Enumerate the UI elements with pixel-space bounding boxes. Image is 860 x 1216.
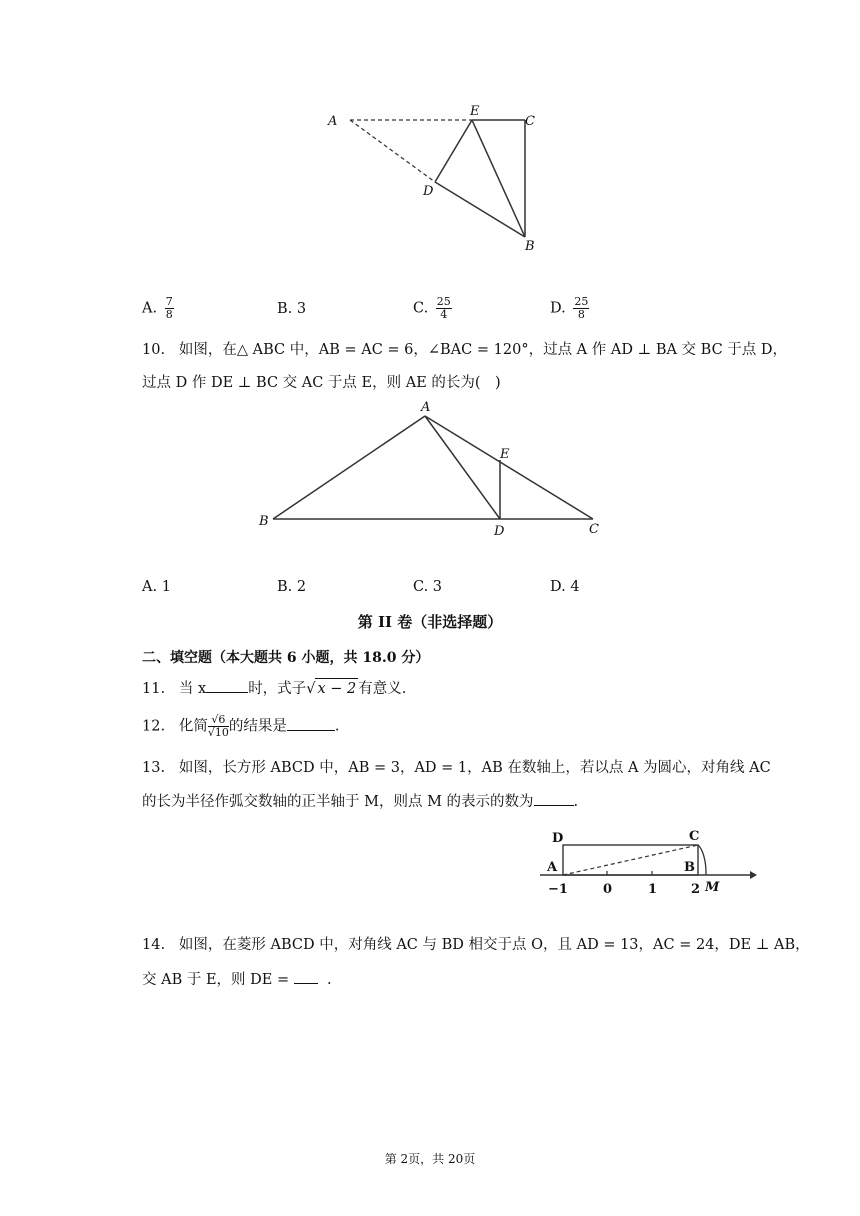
q10-option-a: A. 1 — [142, 579, 171, 595]
question-text: 的结果是 — [228, 718, 287, 735]
fig13-label-m: M — [705, 880, 720, 895]
option-letter: C. — [413, 300, 429, 317]
q14-line1 — [142, 935, 810, 955]
question-number: 12. — [142, 718, 166, 735]
fraction-den: 8 — [165, 308, 173, 321]
fraction-num: 25 — [574, 295, 589, 308]
question-text: . — [334, 718, 340, 735]
q10-option-c: C. 3 — [413, 579, 443, 595]
fig13-tick-2: 2 — [691, 882, 701, 897]
fig10-label-d: D — [494, 524, 505, 539]
q9-option-c — [413, 296, 452, 321]
question-number: 13. — [142, 760, 166, 776]
q10-option-b: B. 2 — [277, 579, 307, 595]
fraction — [573, 296, 589, 321]
q11 — [142, 678, 406, 699]
q10-line2: 过点 D 作 DE ⊥ BC 交 AC 于点 E，则 AE 的长为( ) — [142, 375, 501, 391]
fraction — [436, 296, 452, 321]
fraction-num: 25 — [436, 295, 451, 308]
question-text: . — [573, 794, 579, 810]
page-footer: 第 2页，共 20页 — [384, 1152, 476, 1166]
question-text: 交 AB 于 E，则 DE = — [142, 972, 290, 988]
answer-blank[interactable] — [206, 678, 248, 693]
fig9-label-b: B — [525, 239, 535, 254]
fig13-tick-1: 1 — [648, 882, 658, 897]
figure-q10 — [255, 396, 615, 541]
fig13-label-a: A — [547, 860, 558, 875]
option-letter: B. — [277, 301, 293, 317]
fraction-den: 4 — [440, 308, 448, 321]
question-text: 如图，在菱形 ABCD 中，对角线 AC 与 BD 相交于点 O，且 AD = 13，AC = 24，DE ⊥ AB， — [178, 937, 810, 953]
answer-blank[interactable] — [534, 791, 574, 806]
fig13-label-c: C — [689, 829, 700, 844]
sqrt-sign: √ — [306, 681, 316, 697]
option-letter: A. — [142, 300, 158, 317]
question-text: 如图，长方形 ABCD 中，AB = 3，AD = 1，AB 在数轴上，若以点 A 为圆心，对角线 AC — [178, 760, 771, 776]
figure-q9 — [320, 100, 550, 260]
fraction-den: 8 — [577, 308, 585, 321]
fig13-label-d: D — [552, 831, 564, 846]
question-number: 11. — [142, 681, 166, 697]
fig10-label-e: E — [500, 447, 510, 462]
figure-q13 — [535, 825, 757, 900]
question-text: 如图，在△ ABC 中，AB = AC = 6，∠BAC = 120°，过点 A 作 AD ⊥ BA 交 BC 于点 D， — [178, 342, 788, 358]
fig9-label-a: A — [328, 114, 338, 129]
question-text: 化简 — [178, 718, 208, 735]
fig13-label-b: B — [684, 860, 695, 875]
question-number: 10. — [142, 342, 166, 358]
radicand: x − 2 — [315, 678, 358, 699]
fig10-label-a: A — [421, 400, 431, 415]
fig10-label-b: B — [259, 514, 269, 529]
q9-option-a — [142, 296, 174, 321]
fig13-tick-m1: −1 — [548, 882, 568, 897]
part2-heading: 二、填空题（本大题共 6 小题，共 18.0 分） — [142, 650, 430, 666]
answer-blank[interactable] — [294, 969, 318, 984]
q10-line1 — [142, 340, 787, 360]
question-number: 14. — [142, 937, 166, 953]
fig13-tick-0: 0 — [603, 882, 613, 897]
q13-line2 — [142, 791, 578, 812]
fraction-num: 7 — [165, 295, 173, 308]
option-value: 3 — [296, 301, 307, 317]
q14-line2 — [142, 969, 332, 990]
fig10-label-c: C — [589, 522, 599, 537]
question-text: 的长为半径作弧交数轴的正半轴于 M，则点 M 的表示的数为 — [142, 794, 534, 810]
answer-blank[interactable] — [287, 716, 335, 731]
fraction-num: √6 — [208, 714, 229, 727]
option-letter: D. — [550, 300, 566, 317]
fig9-label-c: C — [525, 114, 535, 129]
fraction — [165, 296, 174, 321]
section-title: 第 II 卷（非选择题） — [357, 613, 503, 631]
question-text: 当 x — [178, 681, 207, 697]
fraction-den: √10 — [207, 726, 229, 739]
q13-line1 — [142, 758, 771, 778]
q10-option-d: D. 4 — [550, 579, 580, 595]
q9-option-d — [550, 296, 589, 321]
question-text: . — [326, 972, 332, 988]
fig9-label-d: D — [423, 184, 434, 199]
fraction — [208, 714, 229, 739]
q9-option-b — [277, 301, 306, 317]
q12 — [142, 714, 340, 739]
fig9-label-e: E — [470, 104, 480, 119]
question-text: 有意义. — [358, 681, 407, 697]
question-text: 时，式子 — [248, 681, 307, 697]
